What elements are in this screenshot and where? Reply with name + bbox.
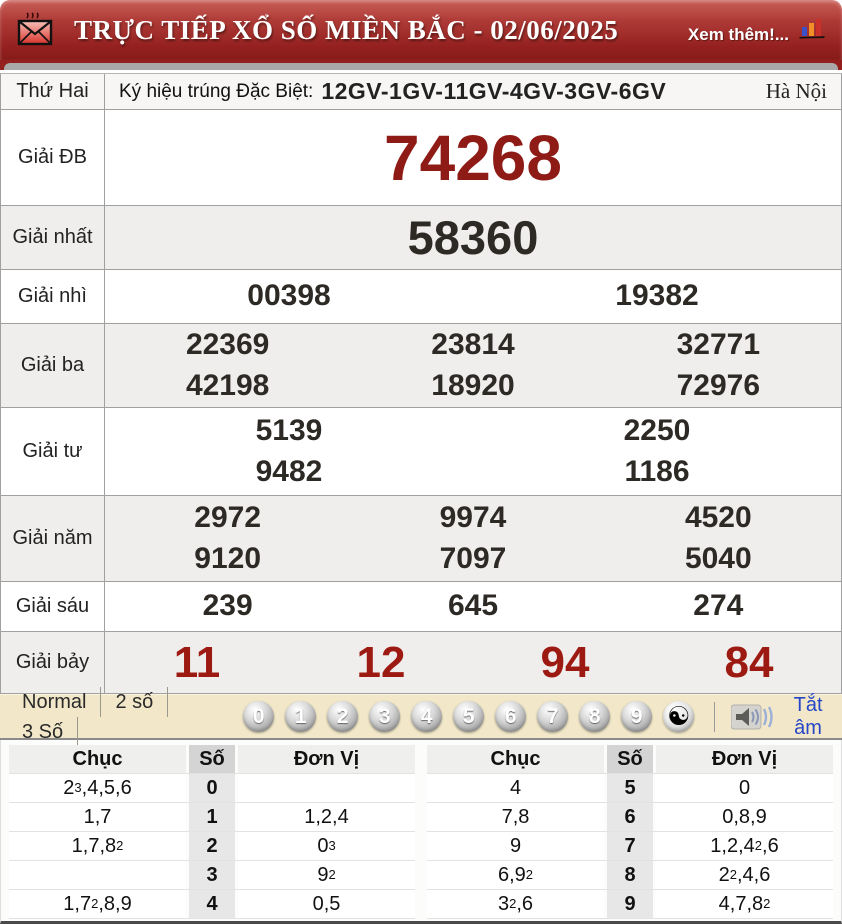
stats-row — [9, 890, 415, 919]
digit-button-6[interactable]: 6 — [495, 701, 526, 732]
prize-number: 9482 — [255, 454, 323, 488]
special-code-value: 12GV-1GV-11GV-4GV-3GV-6GV — [321, 78, 667, 104]
prize-number: 18920 — [431, 368, 515, 402]
stats-tens-cell: 6,9 2 — [427, 861, 604, 889]
stats-tens-cell: 4 — [427, 774, 604, 802]
prize-number-line — [105, 121, 841, 194]
weekday-label: Thứ Hai — [1, 74, 105, 109]
prize-row — [1, 632, 841, 694]
stats-row — [427, 774, 833, 803]
digit-stats-section — [0, 740, 842, 924]
prize-number-line — [105, 586, 841, 627]
stats-header-tens: Chục — [427, 745, 604, 773]
stats-row — [427, 832, 833, 861]
see-more-label: Xem thêm!... — [687, 24, 789, 44]
stats-tens-cell: 7,8 — [427, 803, 604, 831]
stats-header-row — [9, 745, 415, 774]
prize-number: 2250 — [623, 414, 691, 447]
stats-digit-cell: 1 — [189, 803, 235, 831]
prize-row — [1, 270, 841, 324]
stats-digit-cell: 8 — [607, 861, 653, 889]
prize-number: 32771 — [676, 328, 761, 361]
digit-button-5[interactable]: 5 — [453, 701, 484, 732]
stats-tens-cell: 3 2 ,6 — [427, 890, 604, 918]
stats-header-units: Đơn Vị — [656, 745, 833, 773]
prize-label: Giải sáu — [1, 582, 105, 631]
prize-row — [1, 582, 841, 632]
prize-numbers — [105, 270, 841, 323]
stats-digit-cell: 7 — [607, 832, 653, 860]
stats-digit-cell: 4 — [189, 890, 235, 918]
yinyang-button[interactable]: ☯ — [663, 701, 694, 732]
prize-numbers — [105, 496, 841, 581]
stats-tens-cell: 1,7 2 ,8,9 — [9, 890, 186, 918]
stats-tens-cell: 2 3 ,4,5,6 — [9, 774, 186, 802]
prize-numbers — [105, 206, 841, 269]
prize-numbers — [105, 582, 841, 631]
header-bar — [0, 0, 842, 60]
stats-header-units: Đơn Vị — [238, 745, 415, 773]
region-label: Hà Nội — [765, 79, 827, 103]
stats-units-cell: 4,7,8 2 — [656, 890, 833, 918]
prize-row — [1, 206, 841, 270]
stats-table — [9, 745, 415, 921]
prize-number: 5139 — [255, 414, 323, 447]
prize-number-line — [105, 452, 841, 493]
prize-number: 74268 — [384, 121, 562, 194]
prize-number: 1186 — [624, 454, 690, 488]
prize-number-line — [105, 411, 841, 452]
stats-units-cell: 2 2 ,4,6 — [656, 861, 833, 889]
stats-units-cell: 0 3 — [238, 832, 415, 860]
stats-row — [427, 803, 833, 832]
stats-units-cell: 1,2,4 — [238, 803, 415, 831]
prize-numbers — [105, 408, 841, 495]
stats-header-row — [427, 745, 833, 774]
prize-number-line — [105, 539, 841, 580]
stats-row — [9, 861, 415, 890]
prize-number: 84 — [724, 637, 774, 687]
special-code-cell — [105, 74, 841, 109]
prize-row — [1, 110, 841, 206]
stats-digit-cell: 0 — [189, 774, 235, 802]
stats-row — [427, 861, 833, 890]
prize-number: 7097 — [439, 541, 507, 575]
stats-row — [9, 832, 415, 861]
digit-button-1[interactable]: 1 — [285, 701, 316, 732]
prize-row — [1, 324, 841, 408]
digit-button-8[interactable]: 8 — [579, 701, 610, 732]
stats-units-cell: 0,5 — [238, 890, 415, 918]
mode-switcher — [8, 687, 217, 747]
prize-label: Giải bảy — [1, 632, 105, 693]
stats-header-tens: Chục — [9, 745, 186, 773]
header-divider-strip — [0, 60, 842, 70]
stats-row — [9, 774, 415, 803]
stats-row — [9, 803, 415, 832]
prize-label: Giải nhất — [1, 206, 105, 269]
prize-number: 72976 — [676, 368, 761, 402]
prize-number: 22369 — [185, 328, 270, 361]
prize-label: Giải ba — [1, 324, 105, 407]
digit-button-9[interactable]: 9 — [621, 701, 652, 732]
prize-number-line — [105, 366, 841, 407]
digit-button-4[interactable]: 4 — [411, 701, 442, 732]
prize-number: 12 — [356, 637, 406, 687]
prize-number-line — [105, 211, 841, 264]
digit-button-7[interactable]: 7 — [537, 701, 568, 732]
stats-units-cell: 9 2 — [238, 861, 415, 889]
prize-number: 94 — [540, 637, 590, 687]
stats-units-cell: 0,8,9 — [656, 803, 833, 831]
prize-number: 9974 — [439, 501, 507, 534]
prize-number: 9120 — [194, 541, 262, 575]
stats-units-cell: 1,2,4 2 ,6 — [656, 832, 833, 860]
stats-digit-cell: 5 — [607, 774, 653, 802]
info-row — [1, 74, 841, 110]
stats-digit-cell: 9 — [607, 890, 653, 918]
stats-header-digit: Số — [607, 745, 653, 773]
page-title: TRỰC TIẾP XỔ SỐ MIỀN BẮC - 02/06/2025 — [74, 14, 619, 45]
stats-units-cell: 0 — [656, 774, 833, 802]
prize-number: 23814 — [431, 328, 515, 361]
prize-number: 274 — [693, 589, 744, 623]
stats-header-digit: Số — [189, 745, 235, 773]
see-more-link[interactable] — [688, 16, 826, 45]
prize-numbers — [105, 324, 841, 407]
toolbar-divider — [714, 702, 715, 732]
stats-digit-cell: 3 — [189, 861, 235, 889]
stats-table — [427, 745, 833, 921]
prize-label: Giải tư — [1, 408, 105, 495]
prize-number: 42198 — [185, 368, 270, 402]
stats-tens-cell — [9, 861, 186, 889]
stats-row — [427, 890, 833, 919]
stats-tens-cell: 1,7,8 2 — [9, 832, 186, 860]
stats-digit-cell: 2 — [189, 832, 235, 860]
prize-label: Giải năm — [1, 496, 105, 581]
prize-number: 58360 — [407, 211, 539, 264]
stats-tens-cell: 1,7 — [9, 803, 186, 831]
stats-digit-cell: 6 — [607, 803, 653, 831]
digit-buttons — [243, 701, 694, 732]
envelope-icon — [16, 10, 56, 50]
mode-button-2-số[interactable]: 2 số — [101, 687, 168, 717]
prize-number: 00398 — [247, 279, 331, 313]
prize-number: 2972 — [194, 501, 262, 534]
stats-tens-cell: 9 — [427, 832, 604, 860]
toolbar — [0, 690, 842, 743]
prize-row — [1, 408, 841, 496]
digit-button-2[interactable]: 2 — [327, 701, 358, 732]
prize-number-line — [105, 637, 841, 687]
digit-button-3[interactable]: 3 — [369, 701, 400, 732]
mode-button-3-số[interactable]: 3 Số — [8, 717, 78, 747]
bar-chart-icon — [798, 16, 826, 45]
prize-numbers — [105, 632, 841, 693]
digit-button-0[interactable]: 0 — [243, 701, 274, 732]
prize-number: 4520 — [684, 501, 752, 534]
prize-number: 239 — [202, 589, 253, 623]
prize-label: Giải ĐB — [1, 110, 105, 205]
prize-number: 645 — [447, 589, 499, 623]
prize-number-line — [105, 276, 841, 317]
mute-button[interactable] — [731, 694, 834, 740]
mode-button-normal[interactable]: Normal — [8, 687, 101, 717]
prize-label: Giải nhì — [1, 270, 105, 323]
prize-number-line — [105, 498, 841, 539]
prize-numbers — [105, 110, 841, 205]
stats-units-cell — [238, 774, 415, 802]
results-table — [0, 73, 842, 694]
mute-label: Tắt âm — [793, 693, 823, 739]
speaker-icon — [731, 704, 773, 730]
prize-number: 11 — [173, 637, 221, 687]
prize-number: 5040 — [684, 541, 752, 575]
prize-row — [1, 496, 841, 582]
prize-number-line — [105, 325, 841, 366]
prize-number: 19382 — [615, 279, 699, 313]
special-code-label: Ký hiệu trúng Đặc Biệt: — [119, 80, 314, 102]
